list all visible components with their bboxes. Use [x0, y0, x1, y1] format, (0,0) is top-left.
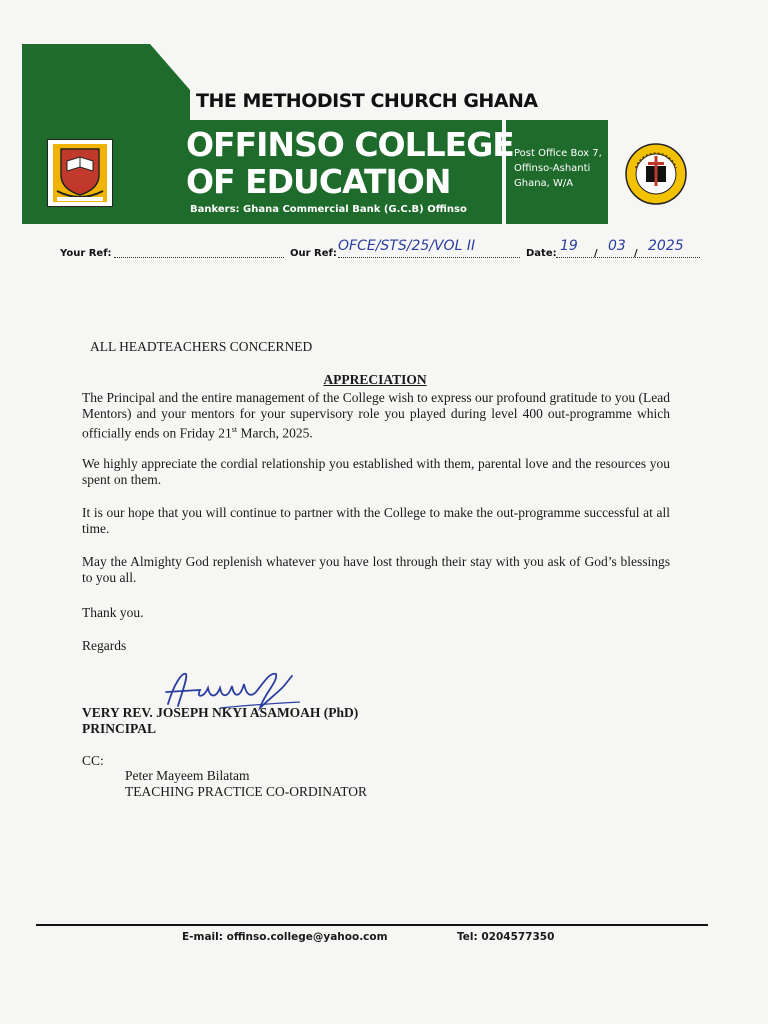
- cc-role: TEACHING PRACTICE CO-ORDINATOR: [125, 784, 368, 799]
- footer-divider: [36, 924, 708, 926]
- footer-phone: Tel: 0204577350: [457, 931, 555, 943]
- our-ref-handwritten: OFCE/STS/25/VOL II: [338, 238, 476, 254]
- paragraph-1: The Principal and the entire management of the College wish to express our profound gratitude to you (Lead Mentors) and your mentors for your supervisory role you played during level 400 out-programme which officially ends on Friday 21st March, 2025.: [82, 390, 670, 441]
- date-month: 03: [608, 238, 626, 254]
- closing-regards: Regards: [82, 638, 127, 653]
- closing-thanks: Thank you.: [82, 605, 144, 620]
- address-line: Offinso-Ashanti: [514, 163, 591, 174]
- addressee: ALL HEADTEACHERS CONCERNED: [90, 339, 313, 354]
- postal-address: [514, 146, 602, 191]
- paragraph-3: It is our hope that you will continue to partner with the College to make the out-programme successful at all time.: [82, 505, 670, 536]
- church-title: THE METHODIST CHURCH GHANA: [196, 90, 538, 112]
- date-year: 2025: [648, 238, 684, 254]
- paragraph-2: We highly appreciate the cordial relationship you established with them, parental love and the resources you spent on them.: [82, 456, 670, 487]
- college-crest-icon: [47, 139, 113, 207]
- reference-row: Your Ref: Our Ref: OFCE/STS/25/VOL II Date: 19 / 03 / 2025: [60, 244, 700, 264]
- cc-name: Peter Mayeem Bilatam: [125, 768, 250, 783]
- date-label: Date:: [526, 248, 557, 259]
- date-day: 19: [560, 238, 578, 254]
- cc-label: CC:: [82, 753, 104, 768]
- college-name-line2: OF EDUCATION: [186, 162, 451, 201]
- paragraph-4: May the Almighty God replenish whatever you have lost through their stay with you ask of God’s blessings to you all.: [82, 554, 670, 585]
- college-name-line1: OFFINSO COLLEGE: [186, 125, 514, 164]
- our-ref-label: Our Ref:: [290, 248, 337, 259]
- bankers-line: Bankers: Ghana Commercial Bank (G.C.B) Offinso: [190, 204, 467, 215]
- signatory-name: VERY REV. JOSEPH NKYI ASAMOAH (PhD): [82, 705, 359, 720]
- address-line: Ghana, W/A: [514, 178, 574, 189]
- footer-email: E-mail: offinso.college@yahoo.com: [182, 931, 388, 943]
- letter-heading: APPRECIATION: [323, 372, 427, 387]
- your-ref-label: Your Ref:: [60, 248, 112, 259]
- methodist-seal-icon: [624, 142, 688, 206]
- signatory-title: PRINCIPAL: [82, 721, 156, 736]
- your-ref-blank: [114, 248, 284, 258]
- address-line: Post Office Box 7,: [514, 148, 602, 159]
